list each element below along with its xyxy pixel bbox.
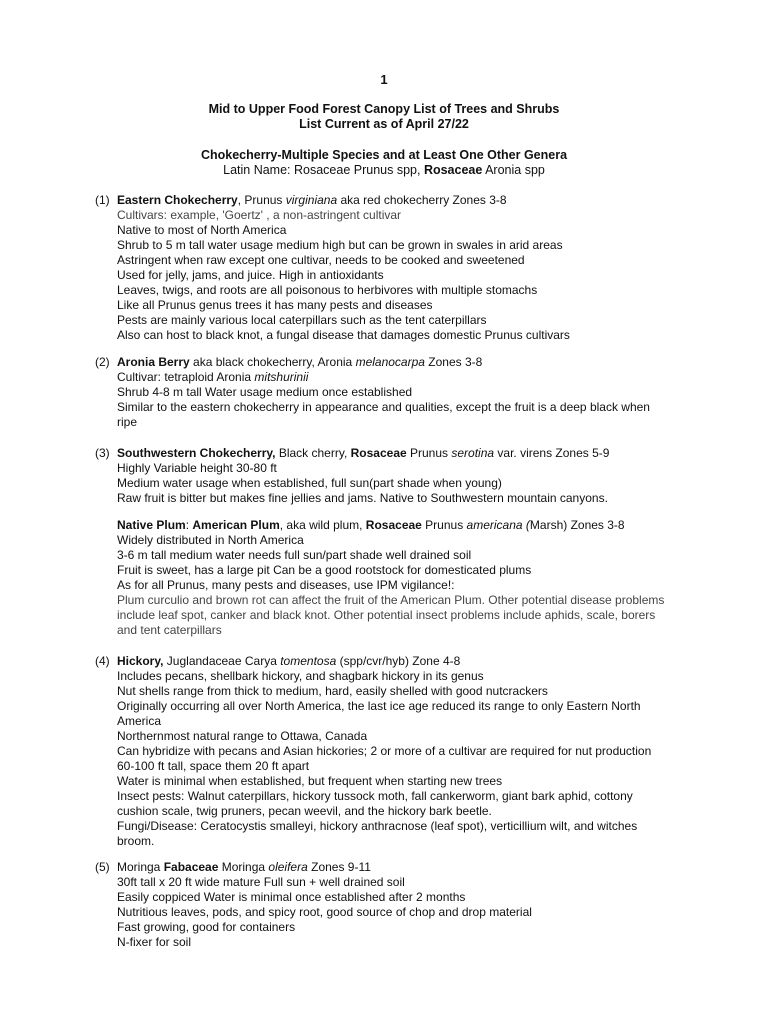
entry-line: Insect pests: Walnut caterpillars, hickory tussock moth, fall cankerworm, giant bark aphid, cottony <box>117 789 633 803</box>
entry-line: N-fixer for soil <box>117 935 192 949</box>
page-number: 1 <box>380 72 388 87</box>
entry-southwestern-chokecherry <box>95 446 695 506</box>
entry-line: broom. <box>117 834 155 848</box>
entry-line: Raw fruit is bitter but makes fine jellies and jams. Native to Southwestern mountain canyons. <box>117 491 608 505</box>
entry-heading: (4) Hickory, Juglandaceae Carya tomentosa (spp/cvr/hyb) Zone 4-8 <box>95 654 461 668</box>
entry-line: Nut shells range from thick to medium, hard, easily shelled with good nutcrackers <box>117 684 548 698</box>
entry-line: Similar to the eastern chokecherry in appearance and qualities, except the fruit is a deep black when <box>117 400 650 414</box>
entry-number: (5) <box>95 860 110 874</box>
entry-line: Nutritious leaves, pods, and spicy root, good source of chop and drop material <box>117 905 532 919</box>
entry-line: Cultivar: tetraploid Aronia mitshurinii <box>117 370 309 384</box>
entry-line: and tent caterpillars <box>117 623 222 637</box>
entry-line: Originally occurring all over North America, the last ice age reduced its range to only Eastern North <box>117 699 641 713</box>
document-title: Mid to Upper Food Forest Canopy List of Trees and Shrubs <box>208 102 560 116</box>
entry-line: Shrub to 5 m tall water usage medium high but can be grown in swales in arid areas <box>117 238 563 252</box>
entry-eastern-chokecherry <box>95 193 695 343</box>
entry-aronia-berry <box>95 355 695 430</box>
entry-native-plum <box>95 518 695 638</box>
entry-moringa <box>95 860 695 950</box>
entry-line: Northernmost natural range to Ottawa, Canada <box>117 729 368 743</box>
entry-heading: (3) Southwestern Chokecherry, Black cherry, Rosaceae Prunus serotina var. virens Zones 5-9 <box>95 446 610 460</box>
latin-name-line: Latin Name: Rosaceae Prunus spp, Rosaceae Aronia spp <box>223 163 545 177</box>
entry-line: ripe <box>117 415 138 429</box>
entry-line: Medium water usage when established, full sun(part shade when young) <box>117 476 502 490</box>
entry-line: Used for jelly, jams, and juice. High in antioxidants <box>117 268 384 282</box>
entry-line: 3-6 m tall medium water needs full sun/part shade well drained soil <box>117 548 472 562</box>
entry-line: 30ft tall x 20 ft wide mature Full sun + well drained soil <box>117 875 405 889</box>
entry-line: include leaf spot, canker and black knot. Other potential insect problems include aphids, scale, borers <box>117 608 656 622</box>
entry-line: Fruit is sweet, has a large pit Can be a good rootstock for domesticated plums <box>117 563 532 577</box>
entry-line: Like all Prunus genus trees it has many pests and diseases <box>117 298 433 312</box>
entry-number: (2) <box>95 355 110 369</box>
entry-number: (3) <box>95 446 110 460</box>
entry-line: Includes pecans, shellbark hickory, and shagbark hickory in its genus <box>117 669 484 683</box>
entry-line: Plum curculio and brown rot can affect the fruit of the American Plum. Other potential disease problems <box>117 593 665 607</box>
entry-line: Pests are mainly various local caterpillars such as the tent caterpillars <box>117 313 487 327</box>
entry-heading: (5) Moringa Fabaceae Moringa oleifera Zones 9-11 <box>95 860 371 874</box>
entry-line: America <box>117 714 162 728</box>
entry-line: Also can host to black knot, a fungal disease that damages domestic Prunus cultivars <box>117 328 570 342</box>
entry-number: (4) <box>95 654 110 668</box>
section-title: Chokecherry-Multiple Species and at Least One Other Genera <box>200 148 568 162</box>
entry-line: Native to most of North America <box>117 223 287 237</box>
document-date-line: List Current as of April 27/22 <box>299 117 469 131</box>
entry-line: Leaves, twigs, and roots are all poisonous to herbivores with multiple stomachs <box>117 283 538 297</box>
entry-line: Water is minimal when established, but frequent when starting new trees <box>117 774 503 788</box>
entry-hickory <box>95 654 695 849</box>
entry-heading: Native Plum: American Plum, aka wild plum, Rosaceae Prunus americana (Marsh) Zones 3-8 <box>117 518 625 532</box>
entry-heading: (1) Eastern Chokecherry, Prunus virginiana aka red chokecherry Zones 3-8 <box>95 193 507 207</box>
entry-line: Easily coppiced Water is minimal once established after 2 months <box>117 890 466 904</box>
entry-line: Astringent when raw except one cultivar, needs to be cooked and sweetened <box>117 253 525 267</box>
entry-line: Fast growing, good for containers <box>117 920 296 934</box>
entry-line: Can hybridize with pecans and Asian hickories; 2 or more of a cultivar are required for nut production <box>117 744 652 758</box>
entry-line: Widely distributed in North America <box>117 533 304 547</box>
entry-line: cushion scale, twig pruners, pecan weevil, and the hickory bark beetle. <box>117 804 492 818</box>
entry-line: 60-100 ft tall, space them 20 ft apart <box>117 759 310 773</box>
entry-line: As for all Prunus, many pests and diseases, use IPM vigilance!: <box>117 578 455 592</box>
entry-heading: (2) Aronia Berry aka black chokecherry, Aronia melanocarpa Zones 3-8 <box>95 355 483 369</box>
entry-line: Highly Variable height 30-80 ft <box>117 461 277 475</box>
entry-number: (1) <box>95 193 110 207</box>
entry-line: Cultivars: example, 'Goertz' , a non-astringent cultivar <box>117 208 402 222</box>
entry-line: Fungi/Disease: Ceratocystis smalleyi, hickory anthracnose (leaf spot), verticillium wilt, and witches <box>117 819 638 833</box>
entry-line: Shrub 4-8 m tall Water usage medium once established <box>117 385 413 399</box>
